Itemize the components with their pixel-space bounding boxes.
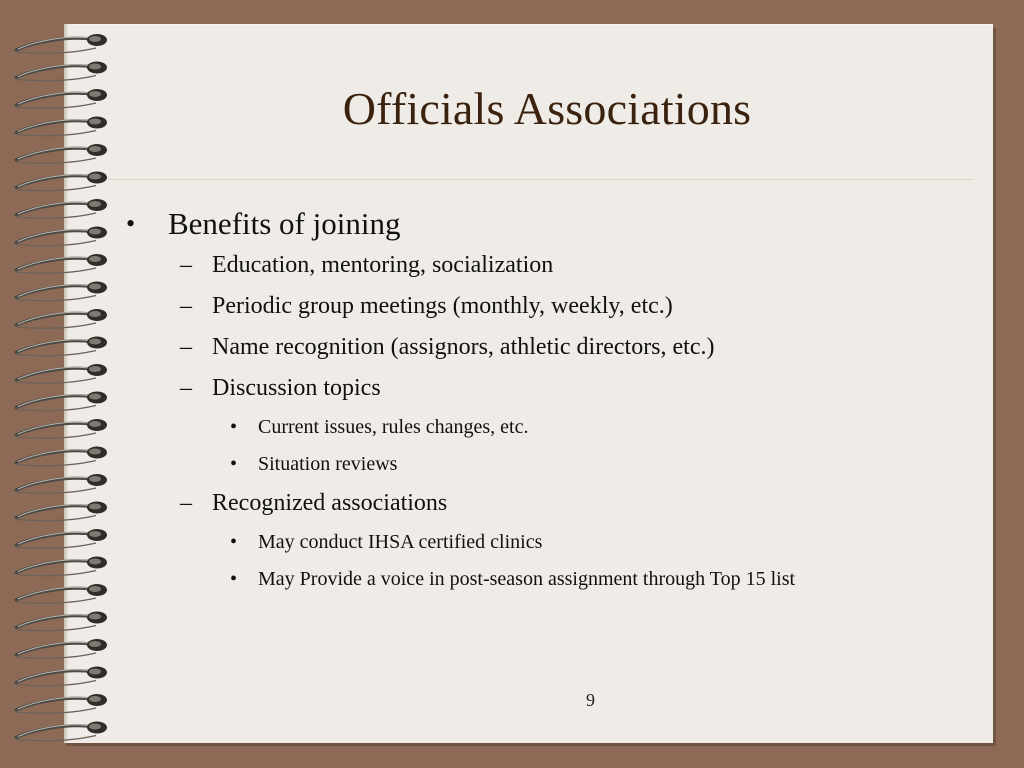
binding-ring [16, 227, 107, 246]
binding-ring [16, 392, 107, 411]
binding-ring [16, 172, 107, 191]
bullet-text: Discussion topics [212, 375, 381, 401]
dash-marker: – [180, 252, 192, 278]
bullet-text: May conduct IHSA certified clinics [258, 531, 543, 553]
binding-ring [16, 199, 107, 218]
binding-ring [16, 282, 107, 301]
binding-ring [16, 529, 107, 548]
binding-ring [16, 667, 107, 686]
bullet-marker: • [230, 568, 238, 590]
binding-ring [16, 364, 107, 383]
binding-ring [16, 309, 107, 328]
bullet-item-level-3 [126, 529, 986, 555]
binding-ring [16, 474, 107, 493]
bullet-item-level-3 [126, 414, 986, 440]
binding-ring [16, 502, 107, 521]
slide-content [126, 204, 986, 603]
bullet-item-level-3 [126, 566, 986, 592]
bullet-text: Situation reviews [258, 453, 398, 475]
binding-ring [16, 144, 107, 163]
bullet-item-level-2 [126, 373, 986, 403]
bullet-marker: • [230, 453, 238, 475]
binding-ring [16, 254, 107, 273]
binding-ring [16, 612, 107, 631]
bullet-text: Name recognition (assignors, athletic directors, etc.) [212, 334, 715, 360]
bullet-text: Periodic group meetings (monthly, weekly, etc.) [212, 293, 673, 319]
dash-marker: – [180, 293, 192, 319]
bullet-item-level-1 [126, 204, 986, 244]
binding-ring [16, 34, 107, 53]
binding-ring [16, 447, 107, 466]
bullet-text: Education, mentoring, socialization [212, 252, 554, 278]
bullet-item-level-2 [126, 291, 986, 321]
dash-marker: – [180, 490, 192, 516]
slide-title: Officials Associations [342, 83, 752, 134]
bullet-marker: • [230, 416, 238, 438]
bullet-text: Current issues, rules changes, etc. [258, 416, 529, 438]
binding-ring [16, 584, 107, 603]
bullet-text: Benefits of joining [168, 206, 401, 241]
binding-ring [16, 419, 107, 438]
bullet-marker: • [230, 531, 238, 553]
binding-ring [16, 722, 107, 741]
dash-marker: – [180, 334, 192, 360]
bullet-text: Recognized associations [212, 490, 448, 516]
binding-ring [16, 337, 107, 356]
page-number: 9 [586, 690, 595, 710]
binding-ring [16, 694, 107, 713]
bullet-text: May Provide a voice in post-season assignment through Top 15 list [258, 568, 796, 590]
bullet-item-level-3 [126, 451, 986, 477]
dash-marker: – [180, 375, 192, 401]
bullet-item-level-2 [126, 488, 986, 518]
binding-ring [16, 62, 107, 81]
title-divider [108, 179, 974, 180]
binding-ring [16, 557, 107, 576]
bullet-item-level-2 [126, 332, 986, 362]
bullet-marker: • [126, 209, 136, 238]
bullet-item-level-2 [126, 250, 986, 280]
binding-ring [16, 639, 107, 658]
